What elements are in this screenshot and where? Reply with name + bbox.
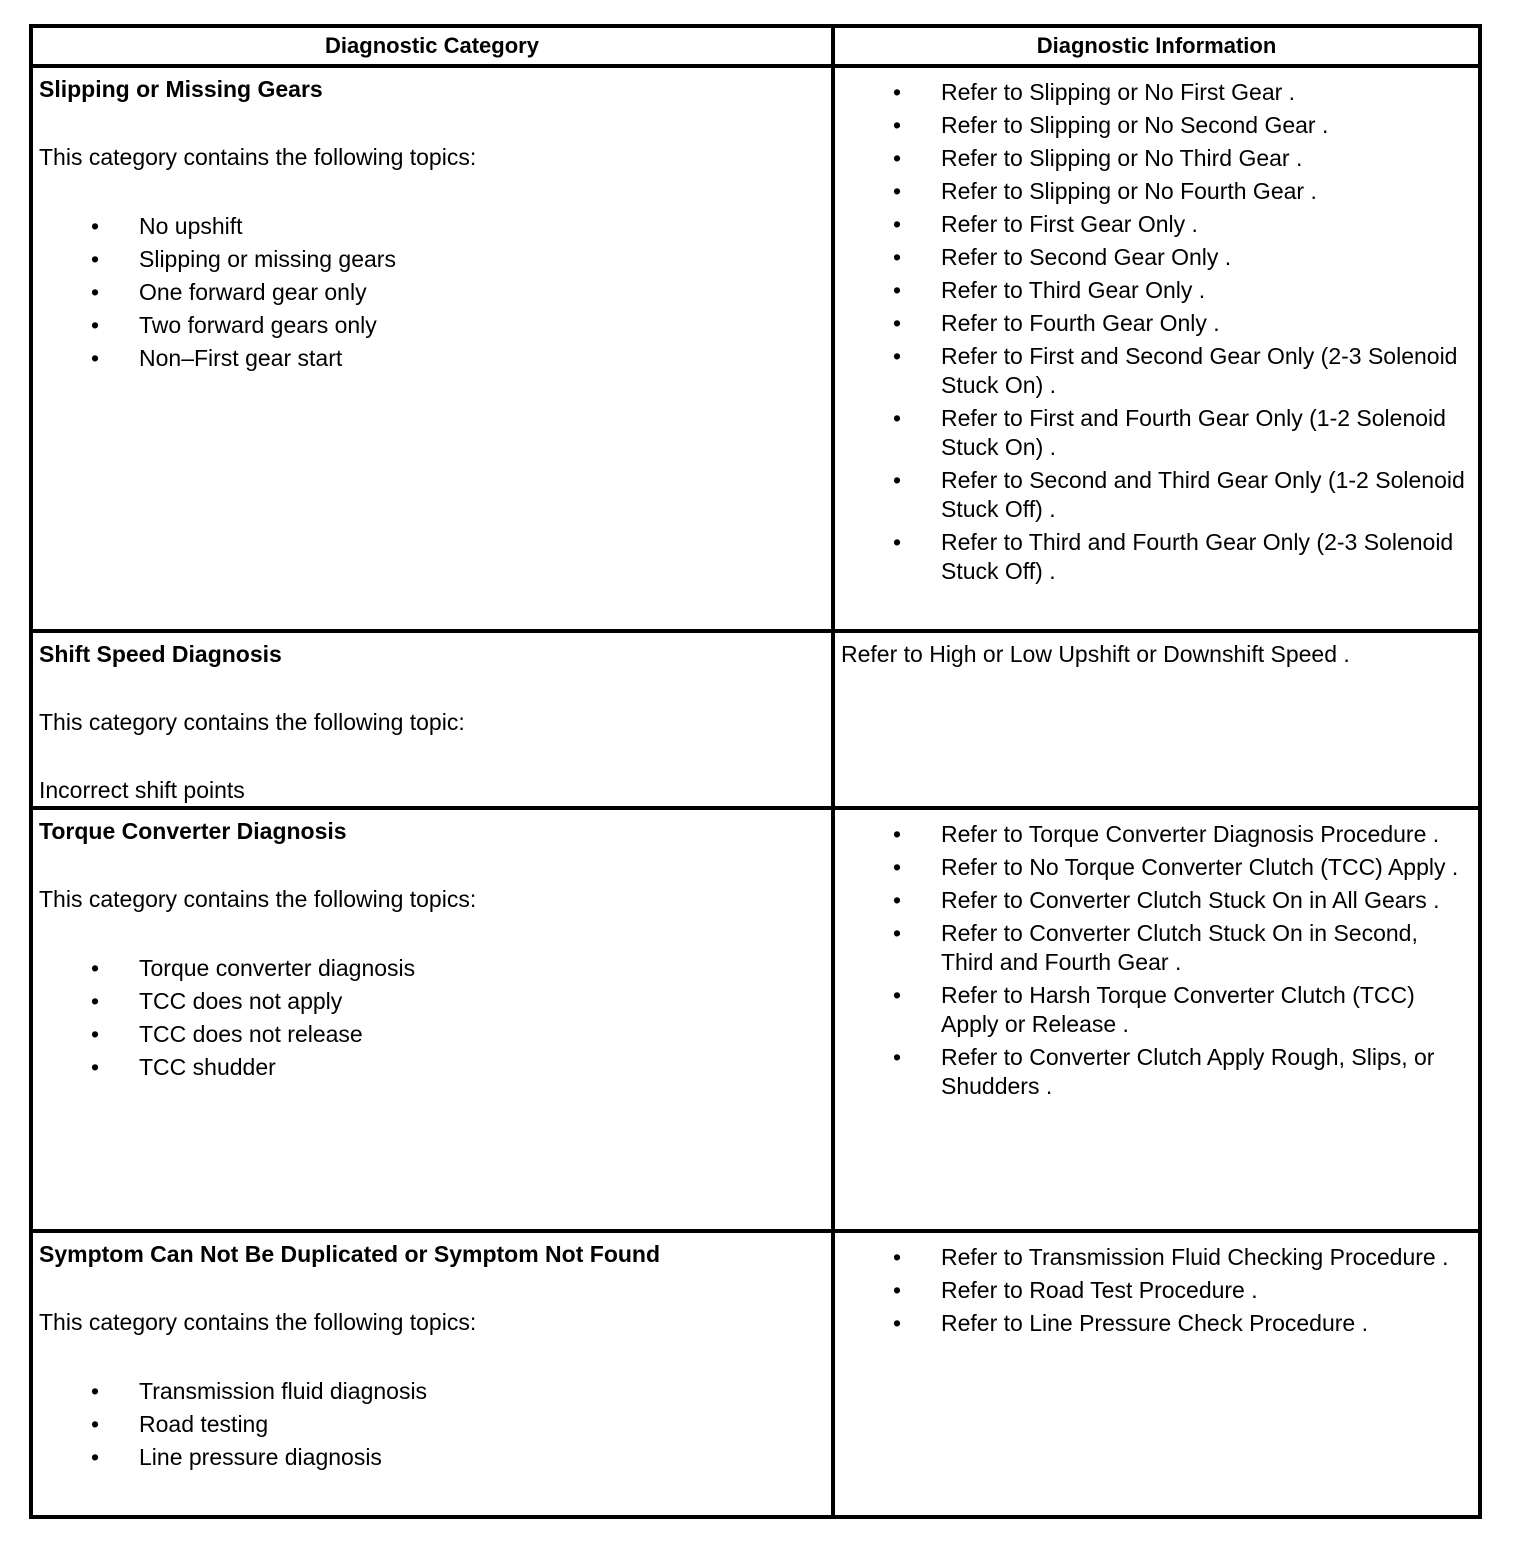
bullet-icon: • <box>91 955 100 981</box>
bullet-icon: • <box>893 405 902 431</box>
category-description: This category contains the following topic: <box>39 709 465 735</box>
information-cell <box>835 810 1478 1229</box>
reference-link[interactable]: • Refer to Line Pressure Check Procedure . <box>893 1310 1368 1336</box>
topic-item: • TCC shudder <box>39 1051 831 1084</box>
topic-item: • Line pressure diagnosis <box>39 1441 831 1474</box>
bullet-icon: • <box>91 279 100 305</box>
category-description: This category contains the following topics: <box>39 1309 477 1335</box>
reference-link[interactable]: • Refer to Slipping or No Third Gear . <box>893 145 1303 171</box>
category-topic: Incorrect shift points <box>39 777 245 803</box>
category-title: Slipping or Missing Gears <box>39 76 323 102</box>
topic-item: • No upshift <box>39 210 831 243</box>
topic-item: • TCC does not apply <box>39 985 831 1018</box>
bullet-icon: • <box>893 211 902 237</box>
bullet-icon: • <box>893 854 902 880</box>
bullet-icon: • <box>893 920 902 946</box>
reference-link[interactable]: • Refer to No Torque Converter Clutch (TCC) Apply . <box>893 854 1459 880</box>
bullet-icon: • <box>893 112 902 138</box>
topic-item: • Slipping or missing gears <box>39 243 831 276</box>
header-diagnostic-category: Diagnostic Category <box>325 33 539 58</box>
reference-link[interactable]: • Refer to Road Test Procedure . <box>893 1277 1258 1303</box>
topic-item: • One forward gear only <box>39 276 831 309</box>
category-cell <box>33 810 831 1229</box>
topic-item: • TCC does not release <box>39 1018 831 1051</box>
bullet-icon: • <box>893 277 902 303</box>
reference-link[interactable]: • Refer to Converter Clutch Stuck On in All Gears . <box>893 887 1440 913</box>
reference-list <box>841 1243 1470 1338</box>
reference-link[interactable]: • Refer to Second Gear Only . <box>893 244 1232 270</box>
reference-link[interactable]: • Refer to Fourth Gear Only . <box>893 310 1220 336</box>
topic-list <box>39 1375 831 1474</box>
bullet-icon: • <box>893 79 902 105</box>
category-cell <box>33 633 831 806</box>
bullet-icon: • <box>893 982 902 1008</box>
bullet-icon: • <box>91 213 100 239</box>
topic-item: • Torque converter diagnosis <box>39 952 831 985</box>
category-title: Torque Converter Diagnosis <box>39 818 347 844</box>
topic-item: • Transmission fluid diagnosis <box>39 1375 831 1408</box>
bullet-icon: • <box>893 887 902 913</box>
topic-item: • Road testing <box>39 1408 831 1441</box>
bullet-icon: • <box>893 244 902 270</box>
header-diagnostic-information: Diagnostic Information <box>1036 33 1277 58</box>
reference-link[interactable]: • Refer to Harsh Torque Converter Clutch (TCC) Apply or Release . <box>893 982 1415 1037</box>
bullet-icon: • <box>893 310 902 336</box>
bullet-icon: • <box>91 1021 100 1047</box>
bullet-icon: • <box>893 178 902 204</box>
bullet-icon: • <box>91 1054 100 1080</box>
reference-link[interactable]: • Refer to Slipping or No Second Gear . <box>893 112 1329 138</box>
diagnostic-table <box>29 24 1482 1519</box>
reference-link[interactable]: • Refer to First Gear Only . <box>893 211 1198 237</box>
topic-list <box>39 210 831 375</box>
information-cell <box>835 633 1478 806</box>
bullet-icon: • <box>893 821 902 847</box>
bullet-icon: • <box>893 467 902 493</box>
reference-link[interactable]: • Refer to Second and Third Gear Only (1-2 Solenoid Stuck Off) . <box>893 467 1465 522</box>
bullet-icon: • <box>91 246 100 272</box>
reference-link[interactable]: • Refer to Slipping or No First Gear . <box>893 79 1296 105</box>
bullet-icon: • <box>91 1378 100 1404</box>
reference-link[interactable]: • Refer to Slipping or No Fourth Gear . <box>893 178 1317 204</box>
category-cell <box>33 1233 831 1515</box>
bullet-icon: • <box>91 1411 100 1437</box>
topic-item: • Two forward gears only <box>39 309 831 342</box>
bullet-icon: • <box>893 1310 902 1336</box>
category-description: This category contains the following topics: <box>39 144 477 170</box>
category-description: This category contains the following topics: <box>39 886 477 912</box>
bullet-icon: • <box>893 145 902 171</box>
reference-link[interactable]: • Refer to Converter Clutch Stuck On in Second, Third and Fourth Gear . <box>893 920 1418 975</box>
reference-link[interactable]: • Refer to Third Gear Only . <box>893 277 1206 303</box>
topic-list <box>39 952 831 1084</box>
reference-link[interactable]: • Refer to Converter Clutch Apply Rough, Slips, or Shudders . <box>893 1044 1435 1099</box>
reference-list <box>841 78 1470 586</box>
bullet-icon: • <box>893 1044 902 1070</box>
reference-link[interactable]: • Refer to Torque Converter Diagnosis Procedure . <box>893 821 1440 847</box>
bullet-icon: • <box>91 345 100 371</box>
bullet-icon: • <box>91 312 100 338</box>
information-cell <box>835 68 1478 629</box>
reference-link[interactable]: Refer to High or Low Upshift or Downshift Speed . <box>841 641 1350 667</box>
information-cell <box>835 1233 1478 1515</box>
category-title: Shift Speed Diagnosis <box>39 641 282 667</box>
category-title: Symptom Can Not Be Duplicated or Symptom Not Found <box>39 1241 661 1267</box>
reference-link[interactable]: • Refer to Third and Fourth Gear Only (2-3 Solenoid Stuck Off) . <box>893 529 1454 584</box>
bullet-icon: • <box>893 529 902 555</box>
bullet-icon: • <box>893 1277 902 1303</box>
reference-list <box>841 820 1470 1101</box>
category-cell <box>33 68 831 629</box>
bullet-icon: • <box>893 1244 902 1270</box>
reference-link[interactable]: • Refer to First and Second Gear Only (2-3 Solenoid Stuck On) . <box>893 343 1458 398</box>
bullet-icon: • <box>91 988 100 1014</box>
topic-item: • Non–First gear start <box>39 342 831 375</box>
reference-link[interactable]: • Refer to Transmission Fluid Checking Procedure . <box>893 1244 1449 1270</box>
reference-link[interactable]: • Refer to First and Fourth Gear Only (1-2 Solenoid Stuck On) . <box>893 405 1446 460</box>
bullet-icon: • <box>91 1444 100 1470</box>
bullet-icon: • <box>893 343 902 369</box>
